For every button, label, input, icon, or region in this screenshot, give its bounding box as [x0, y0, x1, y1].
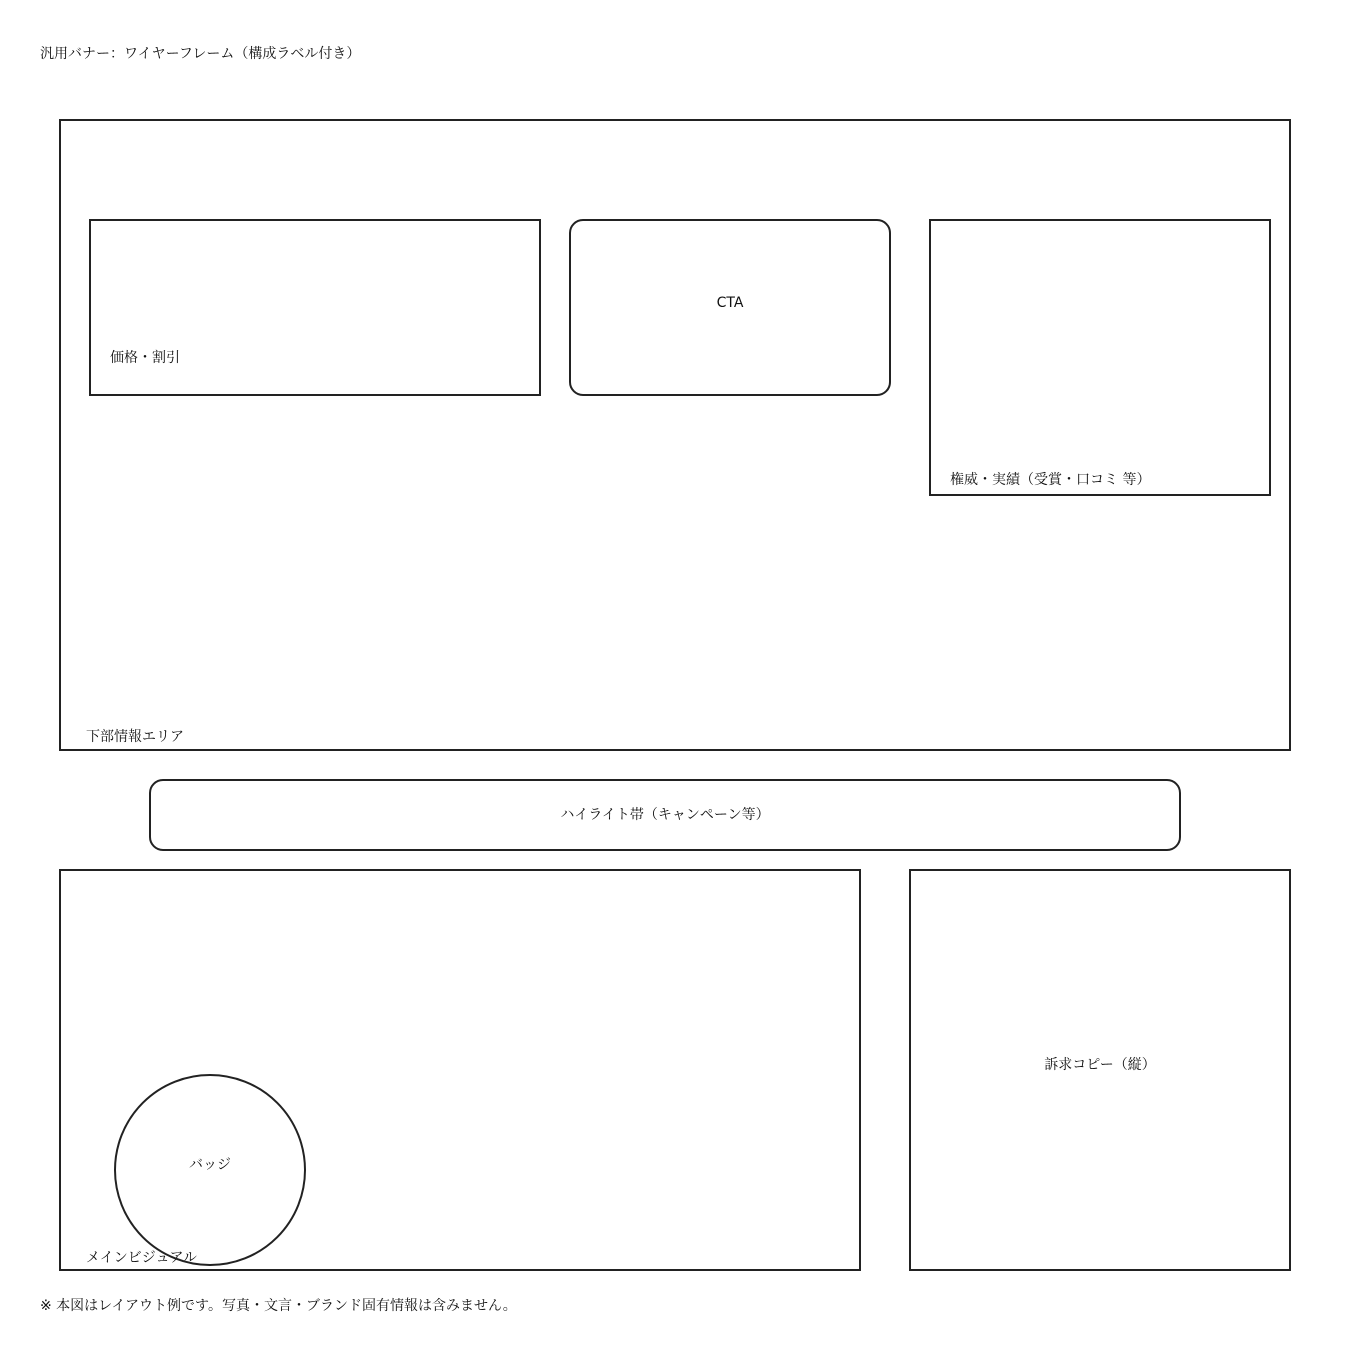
- cta-label: CTA: [716, 295, 744, 311]
- badge-label: バッジ: [189, 1157, 231, 1173]
- footnote: ※ 本図はレイアウト例です。写真・文言・ブランド固有情報は含みません。: [40, 1298, 517, 1314]
- price-discount-box: [89, 219, 541, 396]
- price-discount-label: 価格・割引: [110, 350, 180, 366]
- authority-box: [929, 219, 1271, 496]
- appeal-copy-box: [909, 869, 1291, 1271]
- highlight-band: [149, 779, 1181, 851]
- page-title: 汎用バナー：ワイヤーフレーム（構成ラベル付き）: [40, 46, 361, 62]
- authority-label: 権威・実績（受賞・口コミ 等）: [950, 472, 1151, 488]
- cta-button[interactable]: [569, 219, 891, 396]
- main-visual-label: メインビジュアル: [86, 1250, 197, 1266]
- appeal-copy-label: 訴求コピー（縦）: [1044, 1057, 1156, 1073]
- highlight-band-label: ハイライト帯（キャンペーン等）: [560, 807, 770, 823]
- badge: [114, 1074, 306, 1266]
- bottom-info-area-label: 下部情報エリア: [86, 729, 184, 745]
